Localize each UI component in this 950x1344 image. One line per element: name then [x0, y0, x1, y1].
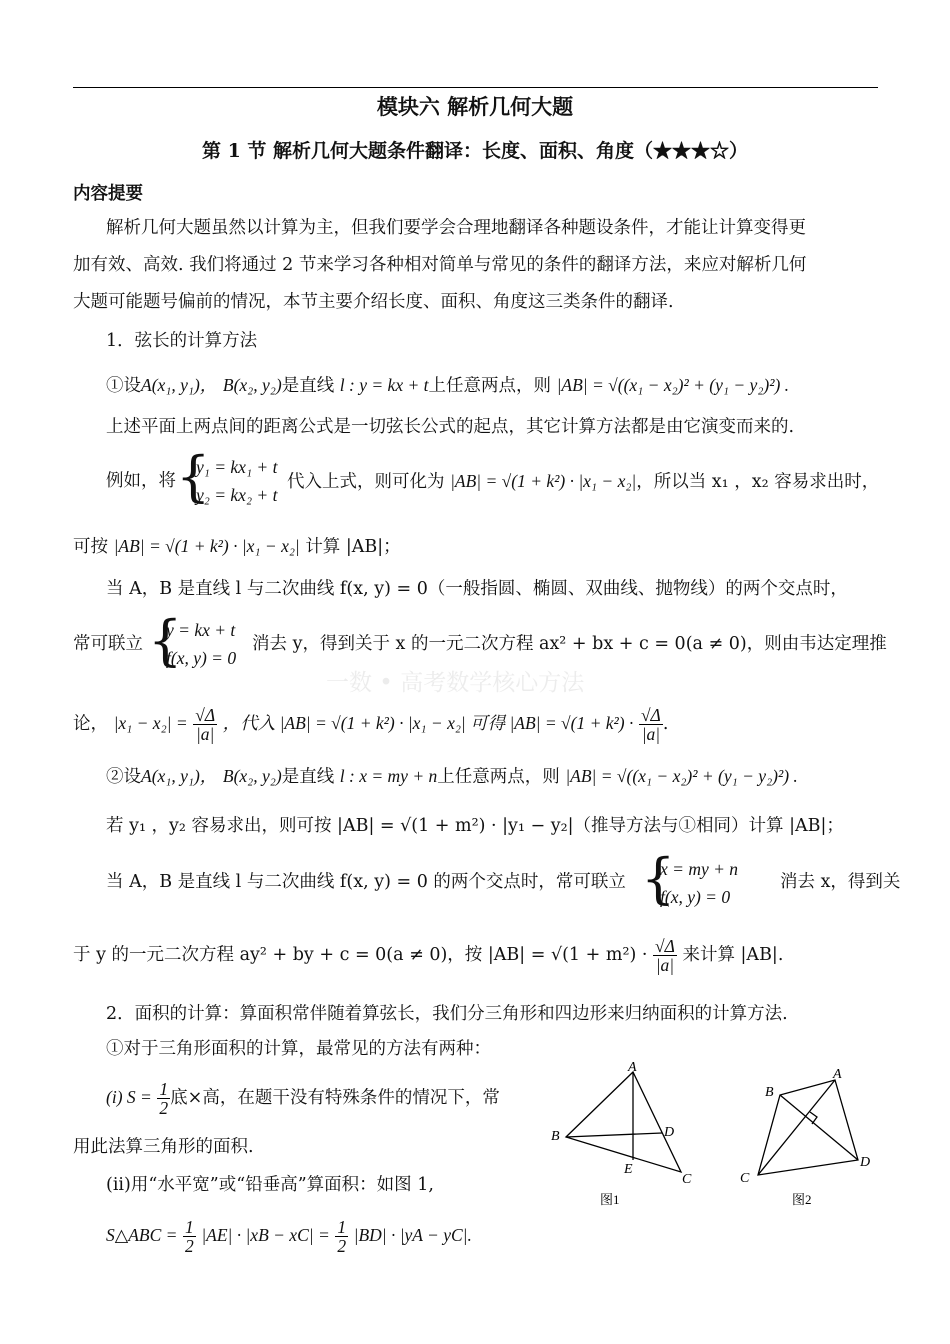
fig1-label-c: C [682, 1172, 692, 1187]
fig2-label-a: A [833, 1067, 842, 1082]
section1-title: 1．弦长的计算方法 [106, 331, 258, 351]
s1-para-6-lead: 常可联立 [73, 634, 143, 654]
system-brace: { [176, 445, 211, 508]
s1-system2-eq-2: f(x, y) = 0 [166, 648, 237, 668]
fraction: $\frac{1}{2}$ [185, 1217, 194, 1256]
intro-line-1: 解析几何大题虽然以计算为主，但我们要学会合理地翻译各种题设条件，才能让计算变得更 [106, 218, 806, 238]
section-title: 第 1 节 解析几何大题条件翻译：长度、面积、角度（★★★☆） [201, 140, 749, 162]
s1-para-3-rest: 代入上式，则可化为 |AB| = √(1 + k²) · |x₁ − x₂|，所以当 x₁ ，x₂ 容易求出时， [287, 471, 880, 492]
s1-para-11: 于 y 的一元二次方程 ay² + by + c = 0(a ≠ 0)，按 |AB| = √(1 + m²) · $\frac{√\Delta}{|a|}$ 来计算 |AB|. [73, 936, 784, 975]
s1-para-1: ①设A(x₁, y₁)， B(x₂, y₂)是直线 l : y = kx + t上任意两点，则 |AB| = √((x₁ − x₂)² + (y₁ − y₂)²) . [106, 375, 790, 396]
s1-para-8: ②设A(x₁, y₁)， B(x₂, y₂)是直线 l : x = my + n上任意两点，则 |AB| = √((x₁ − x₂)² + (y₁ − y₂)²) . [106, 766, 798, 787]
intro-heading: 内容提要 [73, 184, 143, 204]
s1-para-10-tail: 消去 x，得到关 [780, 872, 901, 892]
section2-title: 2．面积的计算：算面积常伴随着算弦长，我们分三角形和四边形来归纳面积的计算方法. [106, 1004, 788, 1024]
s2-para-2: (i) S = $\frac{1}{2}$ 底×高，在题干没有特殊条件的情况下，常 [106, 1079, 500, 1118]
watermark: 一数 • 高考数学核心方法 [326, 670, 585, 696]
fraction: $\frac{1}{2}$ [159, 1079, 169, 1118]
s2-para-1: ①对于三角形面积的计算，最常见的方法有两种： [106, 1039, 491, 1059]
figure-1 [540, 1060, 710, 1210]
s1-para-10-lead: 当 A，B 是直线 l 与二次曲线 f(x, y) = 0 的两个交点时，常可联立 [106, 872, 626, 892]
fig2-caption: 图2 [792, 1192, 812, 1207]
figure-2 [730, 1060, 890, 1210]
fig1-caption: 图1 [600, 1192, 620, 1207]
s1-system2-eq-1: y = kx + t [166, 620, 236, 640]
s1-system3-eq-1: x = my + n [660, 859, 739, 879]
fig1-label-e: E [624, 1162, 633, 1177]
module-title: 模块六 解析几何大题 [376, 94, 574, 119]
s1-system3-eq-2: f(x, y) = 0 [660, 887, 731, 907]
intro-line-3: 大题可能题号偏前的情况，本节主要介绍长度、面积、角度这三类条件的翻译. [73, 292, 674, 312]
fig1-label-b: B [551, 1129, 560, 1144]
s2-para-5: S△ABC = $\frac{1}{2}$ |AE| · |xB − xC| = $\frac{1}{2}$ |BD| · |yA − yC|. [106, 1217, 472, 1256]
fig2-label-d: D [860, 1155, 871, 1170]
s1-para-2: 上述平面上两点间的距离公式是一切弦长公式的起点，其它计算方法都是由它演变而来的. [106, 417, 795, 437]
fraction: $\frac{1}{2}$ [337, 1217, 347, 1256]
fig2-label-b: B [765, 1085, 774, 1100]
system-brace: { [148, 609, 183, 672]
s1-system-eq-2: y₂ = kx₂ + t [196, 485, 278, 505]
system-brace: { [641, 847, 676, 910]
fraction: $\frac{√\Delta}{|a|}$ [640, 705, 661, 744]
fig2-label-c: C [740, 1171, 750, 1186]
s1-para-6-rest: 消去 y，得到关于 x 的一元二次方程 ax² + bx + c = 0(a ≠ 0)，则由韦达定理推 [252, 634, 887, 654]
intro-line-2: 加有效、高效. 我们将通过 2 节来学习各种相对简单与常见的条件的翻译方法，来应对解析几何 [73, 255, 807, 275]
fraction: $\frac{√\Delta}{|a|}$ [655, 936, 675, 975]
fig1-label-d: D [664, 1125, 675, 1140]
fig1-label-a: A [628, 1060, 637, 1075]
s1-para-3-lead: 例如，将 [106, 471, 176, 491]
s1-para-4: 可按 |AB| = √(1 + k²) · |x₁ − x₂| 计算 |AB|； [73, 536, 401, 557]
s1-para-9: 若 y₁ ，y₂ 容易求出，则可按 |AB| = √(1 + m²) · |y₁ − y₂|（推导方法与①相同）计算 |AB|； [106, 816, 844, 836]
s2-para-4: (ii)用“水平宽”或“铅垂高”算面积：如图 1, [106, 1175, 434, 1195]
s1-system-eq-1: y₁ = kx₁ + t [196, 457, 278, 477]
s1-para-7: 论， |x₁ − x₂| = $\frac{√\Delta}{|a|}$ ，代入 |AB| = √(1 + k²) · |x₁ − x₂| 可得 |AB| = √(1 + k²) · $\frac{√\Delta}{|a|}$ . [73, 705, 669, 744]
s2-para-3: 用此法算三角形的面积. [73, 1137, 254, 1157]
top-rule [73, 87, 878, 88]
distance-formula: |AB| = √((x₁ − x₂)² + (y₁ − y₂)²) . [556, 375, 790, 395]
s1-para-5: 当 A，B 是直线 l 与二次曲线 f(x, y) = 0（一般指圆、椭圆、双曲线、抛物线）的两个交点时， [106, 579, 848, 599]
fraction: $\frac{√\Delta}{|a|}$ [195, 705, 216, 744]
